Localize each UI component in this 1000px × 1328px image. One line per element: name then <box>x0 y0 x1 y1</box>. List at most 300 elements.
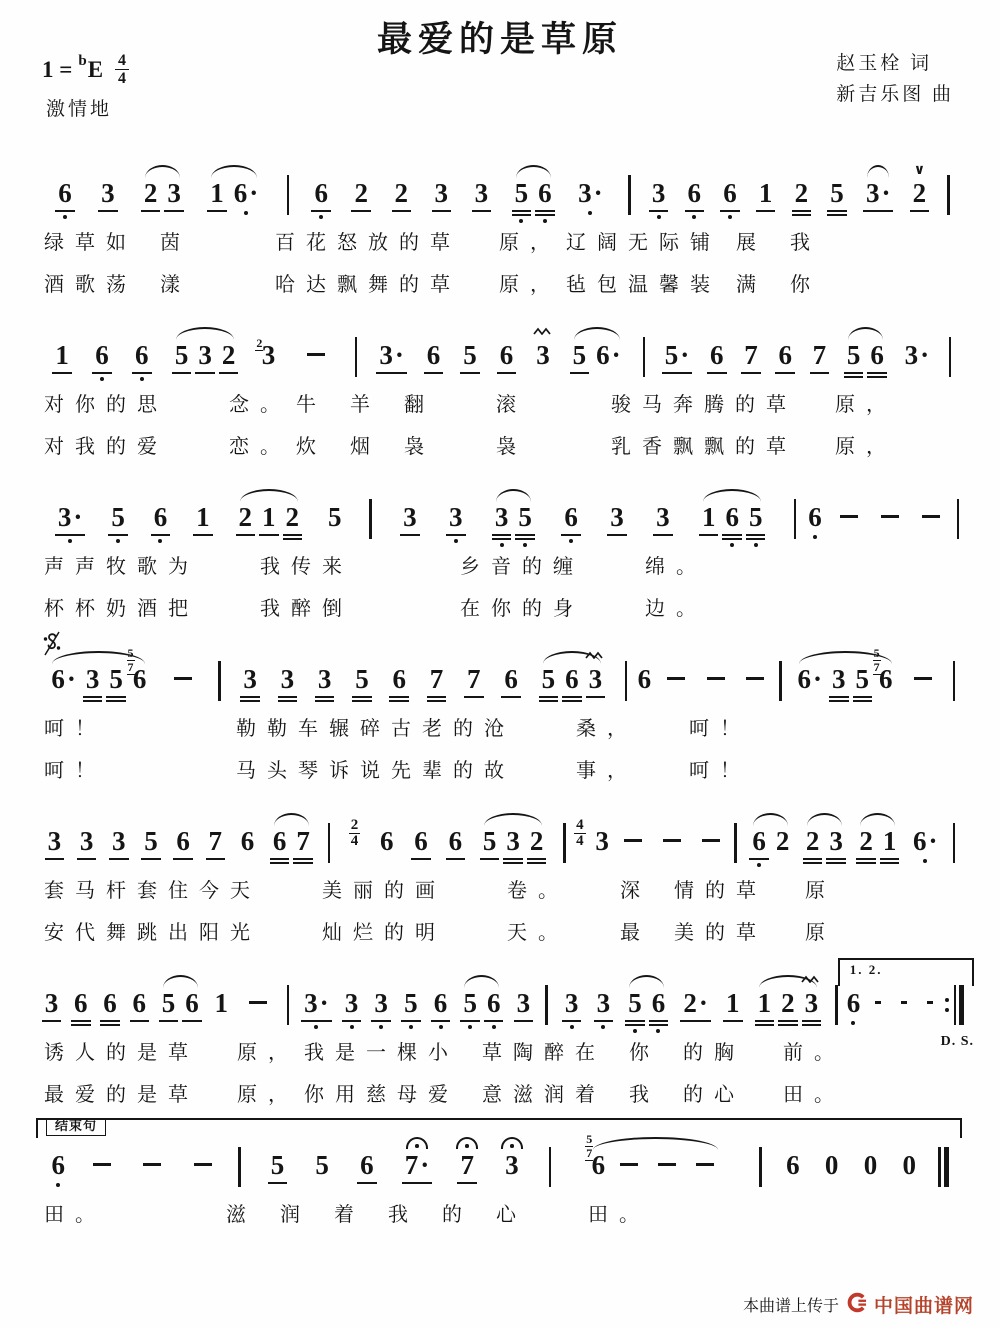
ending-label: 结束句 <box>46 1118 106 1136</box>
duration-underline <box>503 862 523 864</box>
low-octave-dot <box>350 1025 354 1029</box>
duration-underline <box>315 700 335 702</box>
duration-underline <box>501 696 521 698</box>
note-number: 6 <box>596 340 610 370</box>
note-number: 3 <box>449 502 463 532</box>
note <box>318 664 332 694</box>
note-subscript <box>83 694 103 702</box>
meter-top: 2 <box>350 817 359 833</box>
note-number: 7 <box>744 340 758 370</box>
low-octave-dot <box>454 539 458 543</box>
duration-underline <box>389 696 409 698</box>
note-subscript <box>853 694 873 702</box>
note-subscript <box>109 856 129 860</box>
note-subscript <box>357 1180 377 1184</box>
note-subscript <box>283 532 303 540</box>
duration-underline <box>514 1020 534 1022</box>
note <box>825 1150 839 1180</box>
duration-underline <box>315 696 335 698</box>
note-number: 0 <box>824 1150 839 1180</box>
dash-note <box>896 988 912 1018</box>
measure <box>34 502 365 532</box>
slur-group <box>801 826 848 856</box>
duration-underline <box>856 858 876 860</box>
note <box>360 1150 374 1180</box>
duration-underline <box>723 1020 743 1022</box>
note-subscript <box>685 208 705 219</box>
duration-underline <box>880 862 900 864</box>
duration-underline <box>792 214 812 216</box>
note-subscript <box>863 208 894 212</box>
dash-note <box>189 1150 217 1180</box>
slur-group <box>747 826 794 856</box>
note <box>449 826 463 856</box>
note-subscript <box>527 856 547 864</box>
measure <box>34 178 283 208</box>
note-number: 2 <box>912 178 927 208</box>
duration-underline <box>778 1020 798 1022</box>
duration-underline <box>293 862 313 864</box>
note-number: 5 <box>463 988 477 1018</box>
note-number: 6 <box>176 826 190 856</box>
lyric-line: 套 马 杆 套 住 今 天 美 丽 的 画 卷 。 深 情 的 草 原 <box>44 880 828 902</box>
duration-underline <box>108 534 128 536</box>
note-subscript <box>805 532 825 539</box>
duration-underline <box>741 372 761 374</box>
note-subscript <box>389 694 409 702</box>
note-subscript <box>792 208 812 216</box>
note-number: 6 <box>240 826 255 856</box>
note-number: 3 <box>564 988 579 1018</box>
note-subscript <box>392 208 412 212</box>
mordent-mark <box>533 323 553 339</box>
dash-note <box>870 988 886 1018</box>
grace-number: 7 <box>586 1146 593 1160</box>
note <box>829 826 843 856</box>
duration-underline <box>83 696 103 698</box>
slur-group <box>234 502 305 532</box>
note <box>243 664 257 694</box>
note <box>589 664 603 694</box>
low-octave-dot <box>319 215 323 219</box>
note-subscript <box>457 1180 477 1184</box>
note <box>495 502 509 532</box>
note <box>806 826 820 856</box>
duration-underline <box>867 376 887 378</box>
lyric-line: 声 声 牧 歌 为 我 传 来 乡 音 的 缠 绵 。 <box>44 556 699 578</box>
duration-underline <box>130 1020 150 1022</box>
note <box>565 988 579 1018</box>
note-subscript <box>910 208 930 212</box>
note-number: 3 <box>403 502 417 532</box>
note-subscript <box>741 370 761 374</box>
note-subscript <box>100 1018 120 1026</box>
note <box>392 664 406 694</box>
repeat-end-barline <box>945 985 964 1025</box>
note-number: 3 <box>505 1150 519 1180</box>
duration-underline <box>427 696 447 698</box>
note-number: 3 <box>57 502 72 532</box>
measure <box>361 340 638 370</box>
slur-group <box>586 1132 725 1180</box>
note-number: 3 <box>47 826 62 856</box>
note <box>847 988 861 1018</box>
duration-underline <box>71 1024 91 1026</box>
note-number: 6 <box>314 178 328 208</box>
lyric-line: 酒 歌 荡 漾 哈 达 飘 舞 的 草 原 ， 毡 包 温 馨 装 满 你 <box>44 274 813 296</box>
note-number: 7 <box>460 1150 474 1180</box>
duration-underline <box>100 1020 120 1022</box>
note-number: 3 <box>243 664 257 694</box>
note-subscript <box>424 370 444 374</box>
note-number: 1 <box>55 340 69 370</box>
note-number: 5 <box>664 340 679 370</box>
note <box>798 664 823 694</box>
note-subscript <box>315 694 335 702</box>
key-letter: E <box>87 56 104 82</box>
note-subscript <box>535 208 555 223</box>
note-subscript <box>132 370 152 381</box>
note-subscript <box>755 1018 775 1026</box>
note <box>726 988 740 1018</box>
note-number: 5 <box>270 1150 285 1180</box>
note-number: 6 <box>426 340 441 370</box>
duration-underline <box>45 858 65 860</box>
dash-note <box>922 988 938 1018</box>
barline <box>957 499 959 539</box>
note-number: 6 <box>360 1150 374 1180</box>
note-subscript <box>77 856 97 860</box>
note <box>595 826 609 856</box>
note-subscript <box>52 370 72 374</box>
duration-underline <box>351 210 371 212</box>
note <box>112 826 126 856</box>
note <box>859 826 873 856</box>
augmentation-dot: · <box>881 178 891 208</box>
barline <box>355 337 357 377</box>
note-subscript <box>164 208 184 212</box>
note-subscript <box>778 1018 798 1026</box>
note-number: 3 <box>344 988 359 1018</box>
duration-underline <box>357 1182 377 1184</box>
note <box>185 988 199 1018</box>
duration-underline <box>515 534 535 536</box>
note-number: 6 <box>272 826 287 856</box>
note <box>239 502 253 532</box>
note <box>913 826 938 856</box>
low-octave-dot <box>523 543 527 547</box>
duration-underline <box>270 858 290 860</box>
note-number: 6 <box>710 340 724 370</box>
note-number: 3 <box>516 988 531 1018</box>
note-number: 6 <box>786 1150 800 1180</box>
note-subscript <box>749 856 769 867</box>
note-subscript <box>371 1018 391 1029</box>
dash-note <box>917 502 945 532</box>
duration-underline <box>803 858 823 860</box>
note-number: 7 <box>467 664 481 694</box>
note <box>167 178 181 208</box>
slur-group <box>170 340 241 370</box>
note-number: 2 <box>794 178 809 208</box>
lyric-line: 诱 人 的 是 草 原 ， 我 是 一 棵 小 草 陶 醉 在 你 的 胸 前 。 <box>44 1042 837 1064</box>
note <box>467 664 481 694</box>
slur-group <box>458 988 505 1018</box>
duration-underline <box>311 210 331 212</box>
duration-underline <box>484 1020 504 1022</box>
duration-underline <box>132 372 152 374</box>
note <box>304 988 329 1018</box>
note-number: 5 <box>748 502 763 532</box>
duration-underline <box>206 858 226 860</box>
duration-underline <box>829 696 849 698</box>
note-number: 6 <box>135 340 149 370</box>
grace-number: 7 <box>873 660 880 674</box>
duration-underline <box>460 1020 480 1022</box>
note-number: 0 <box>863 1150 878 1180</box>
slur-group <box>537 664 608 694</box>
duration-underline <box>293 858 313 860</box>
grace-number: 5 <box>873 646 880 660</box>
final-barline <box>938 1147 948 1187</box>
dash-note <box>88 1150 116 1180</box>
notation-row <box>34 632 966 701</box>
note-subscript <box>259 532 279 536</box>
upload-note: 本曲谱上传于 <box>742 1298 839 1315</box>
barline-thin <box>938 1147 940 1187</box>
barline <box>949 337 951 377</box>
slur-group <box>623 988 670 1018</box>
note-subscript <box>515 532 535 547</box>
note <box>830 178 844 208</box>
note-number: 3 <box>904 340 919 370</box>
lyric-line: 绿 草 如 茵 百 花 怒 放 的 草 原 ， 辽 阔 无 际 铺 展 我 <box>44 232 813 254</box>
duration-underline <box>561 534 581 536</box>
augmentation-dot: · <box>680 340 690 370</box>
dash-note <box>653 1150 681 1180</box>
note <box>262 502 276 532</box>
note <box>912 162 927 208</box>
barline <box>947 175 949 215</box>
note <box>45 988 59 1018</box>
note-number: 6 <box>591 1150 606 1180</box>
low-octave-dot <box>588 211 592 215</box>
measure <box>34 988 283 1018</box>
note-number: 6 <box>95 340 109 370</box>
note <box>883 826 897 856</box>
note <box>744 340 758 370</box>
meter-top: 4 <box>576 817 584 833</box>
grace-number: 5 <box>586 1132 593 1146</box>
note-number: 2 <box>285 502 300 532</box>
note-number: 6 <box>499 340 514 370</box>
low-octave-dot <box>656 1029 660 1033</box>
measure <box>786 646 966 701</box>
note-number: 1 <box>210 178 224 208</box>
duration-underline <box>141 210 161 212</box>
note-number: 1 <box>214 988 228 1018</box>
note-number: 7 <box>208 826 223 856</box>
duration-underline <box>301 1020 332 1022</box>
note <box>135 340 149 370</box>
note <box>315 1150 329 1180</box>
note-number: 2 <box>529 826 544 856</box>
note <box>271 1150 285 1180</box>
note-subscript <box>172 370 192 374</box>
note-subscript <box>802 1018 822 1026</box>
note <box>74 988 88 1018</box>
note <box>354 178 368 208</box>
fermata-mark <box>456 1137 478 1149</box>
note-number: 6 <box>433 988 448 1018</box>
duration-underline <box>411 858 431 860</box>
low-octave-dot <box>409 1025 413 1029</box>
note-subscript <box>182 1018 202 1022</box>
duration-underline <box>867 372 887 374</box>
note-subscript <box>707 370 727 374</box>
measure <box>631 664 775 694</box>
note-subscript <box>173 856 193 860</box>
augmentation-dot: · <box>698 988 708 1018</box>
duration-underline <box>92 372 112 374</box>
measure <box>34 826 324 856</box>
barline <box>563 823 565 863</box>
note <box>198 340 212 370</box>
duration-underline <box>207 210 227 212</box>
note-subscript <box>561 532 581 543</box>
note-subscript <box>827 208 847 216</box>
low-octave-dot <box>314 1025 318 1029</box>
dash-note <box>169 664 197 694</box>
duration-underline <box>172 372 192 374</box>
note-number: 6 <box>565 664 579 694</box>
note <box>505 1150 519 1180</box>
duration-underline <box>240 700 260 702</box>
note <box>610 502 624 532</box>
notation-row <box>34 1118 966 1187</box>
note <box>101 178 115 208</box>
note-number: 5 <box>111 502 125 532</box>
low-octave-dot <box>657 215 661 219</box>
dash-note <box>702 664 730 694</box>
note-subscript <box>98 208 118 212</box>
note <box>209 826 223 856</box>
note-number: 6 <box>132 988 146 1018</box>
note <box>596 340 621 370</box>
note <box>414 826 428 856</box>
note-number: 3 <box>379 340 393 370</box>
note-number: 5 <box>144 826 158 856</box>
note-number: 6 <box>58 178 72 208</box>
duration-underline <box>376 372 407 374</box>
duration-underline <box>685 210 705 212</box>
note <box>813 340 827 370</box>
note <box>542 664 556 694</box>
note-subscript <box>826 856 846 864</box>
note-subscript <box>539 694 559 702</box>
grace-notes <box>127 647 135 675</box>
duration-underline <box>662 372 693 374</box>
meter-top: 4 <box>115 52 129 70</box>
note <box>196 502 210 532</box>
note <box>586 1132 606 1180</box>
note <box>80 826 94 856</box>
note <box>395 178 409 208</box>
note-subscript <box>607 532 627 536</box>
note-number: 2 <box>143 178 158 208</box>
note-number: 5 <box>572 340 587 370</box>
note <box>403 502 417 532</box>
low-octave-dot <box>56 1183 60 1187</box>
song-title: 最爱的是草原 <box>376 20 623 59</box>
time-signature <box>115 52 129 87</box>
note-subscript <box>699 532 719 536</box>
site-logo-icon <box>846 1292 867 1318</box>
note-subscript <box>562 1018 582 1029</box>
duration-underline <box>653 534 673 536</box>
barline <box>287 985 289 1025</box>
barline <box>369 499 371 539</box>
note-number: 5 <box>628 988 642 1018</box>
duration-underline <box>480 858 500 860</box>
note-subscript <box>746 532 766 547</box>
note-subscript <box>503 856 523 864</box>
augmentation-dot: · <box>394 340 404 370</box>
barline <box>779 661 781 701</box>
duration-underline <box>193 534 213 536</box>
note <box>781 988 795 1018</box>
duration-underline <box>427 700 447 702</box>
mordent-mark <box>585 647 605 663</box>
note <box>517 988 531 1018</box>
barline <box>643 337 645 377</box>
dash-note <box>691 1150 719 1180</box>
duration-underline <box>562 1020 582 1022</box>
mordent-mark <box>801 971 821 987</box>
lyric-line: 呵 ！ 勒 勒 车 辗 碎 古 老 的 沧 桑 ， 呵 ！ <box>44 718 743 740</box>
note-subscript <box>193 532 213 536</box>
note-number: 3 <box>280 664 295 694</box>
note-number: 3 <box>578 178 592 208</box>
note-number: 3 <box>829 826 843 856</box>
low-octave-dot <box>500 543 504 547</box>
tempo-mood-marking: 激情地 <box>46 99 113 120</box>
note-subscript <box>803 856 823 864</box>
duration-underline <box>400 534 420 536</box>
note-number: 6 <box>132 664 147 694</box>
duration-underline <box>278 700 298 702</box>
note-number: 2 <box>781 988 795 1018</box>
repeat-dot <box>945 998 949 1002</box>
volta-label: 1. 2. <box>849 962 883 977</box>
note <box>578 178 603 208</box>
lyric-line: 最 爱 的 是 草 原 ， 你 用 慈 母 爱 意 滋 润 着 我 的 心 田 。 <box>44 1084 837 1106</box>
note-subscript <box>856 856 876 864</box>
duration-underline <box>856 862 876 864</box>
duration-underline <box>503 858 523 860</box>
note <box>638 664 652 694</box>
staff-system <box>0 308 1000 461</box>
note <box>48 826 62 856</box>
duration-underline <box>342 1020 362 1022</box>
time-signature-change <box>349 818 361 849</box>
note <box>805 988 819 1018</box>
note-subscript <box>649 1018 669 1033</box>
note-subscript <box>649 208 669 219</box>
note-number: 3 <box>865 178 880 208</box>
augmentation-dot: · <box>420 1150 430 1180</box>
note-subscript <box>301 1018 332 1029</box>
